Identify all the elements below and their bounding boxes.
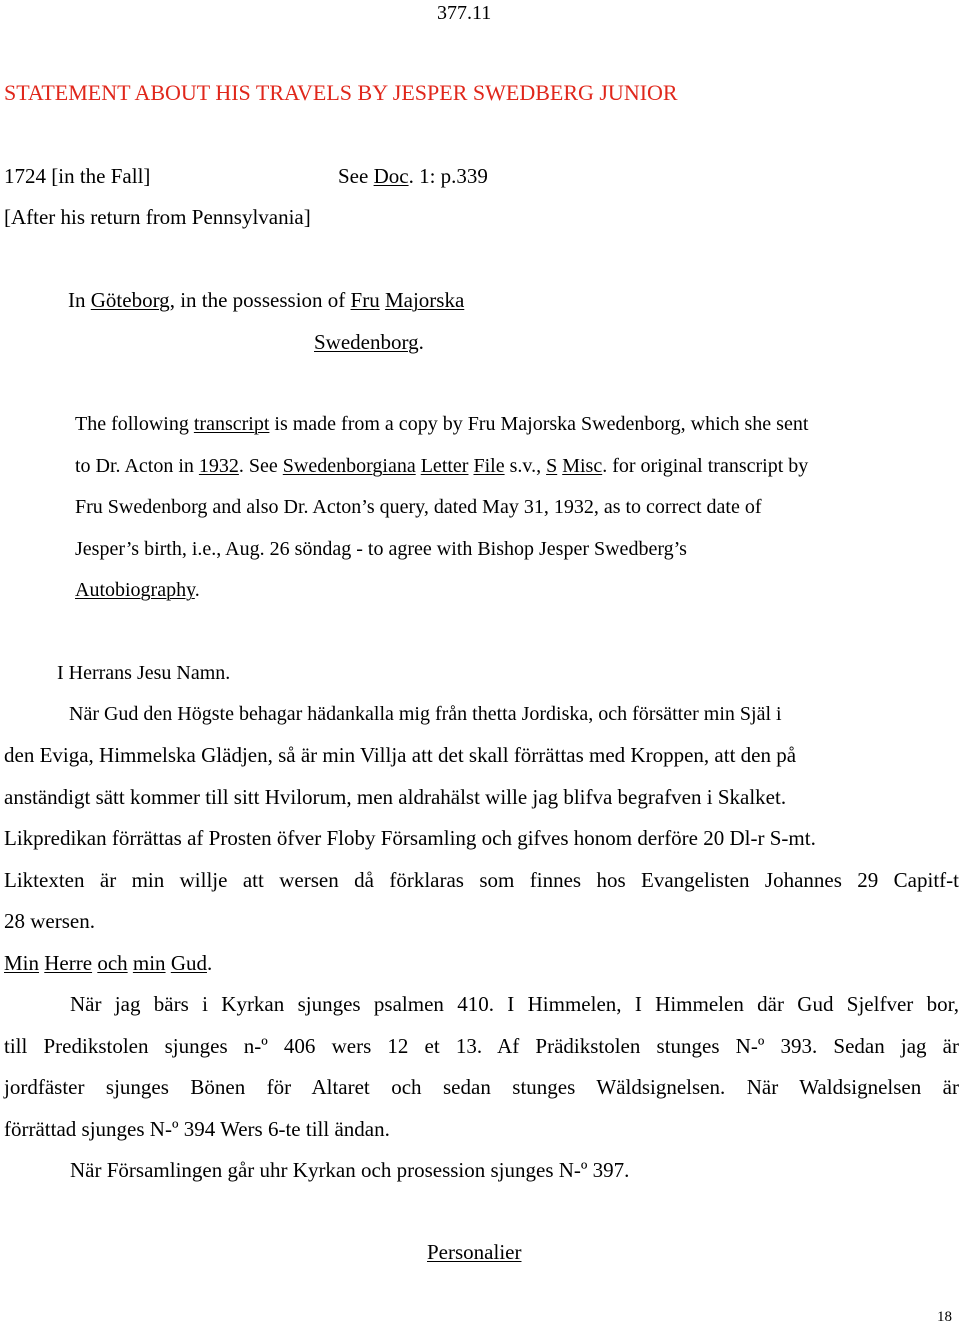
page-code: 377.11 — [437, 2, 492, 24]
reference-date: 1724 [in the Fall] — [4, 164, 151, 188]
word-gud: Gud — [170, 951, 207, 975]
word-swedenborg: Swedenborg — [314, 330, 419, 354]
year-1932: 1932 — [198, 455, 239, 477]
tn-l2-c: s.v., — [504, 455, 547, 477]
word-autobiography: Autobiography — [75, 579, 195, 601]
body-p1-line-4: Likpredikan förrättas af Prosten öfver Floby Församling och gifves honom derföre 20 Dl-r S-mt. — [4, 826, 816, 850]
word-min: Min — [4, 951, 40, 975]
body-p4-line: När Församlingen går uhr Kyrkan och prosession sjunges N-º 397. — [70, 1158, 630, 1182]
word-letter: Letter — [420, 455, 469, 477]
location-prefix: In — [68, 288, 91, 312]
word-herre: Herre — [44, 951, 93, 975]
body-p3-line-1: När jag bärs i Kyrkan sjunges psalmen 410. I Himmelen, I Himmelen där Gud Sjelfver bor, — [70, 992, 959, 1016]
see-suffix: . 1: p.339 — [408, 164, 488, 188]
word-och: och — [97, 951, 128, 975]
body-p3-line-2: till Predikstolen sjunges n-º 406 wers 12 et 13. Af Prädikstolen stunges N-º 393. Sedan jag är — [4, 1034, 959, 1058]
body-p1-line-2: den Eviga, Himmelska Glädjen, så är min Villja att det skall förrättas med Kroppen, att den på — [4, 743, 797, 767]
transcript-note-line-4: Jesper’s birth, i.e., Aug. 26 söndag - to agree with Bishop Jesper Swedberg’s — [75, 538, 687, 560]
body-p2-line — [4, 953, 959, 974]
body-p3-line-3: jordfäster sjunges Bönen för Altaret och sedan stunges Wäldsignelsen. När Waldsignelsen är — [4, 1075, 959, 1099]
transcript-note-line-1 — [75, 414, 808, 434]
word-transcript: transcript — [193, 413, 270, 435]
p2-period: . — [206, 951, 213, 975]
see-prefix: See — [338, 164, 374, 188]
word-min-2: min — [132, 951, 166, 975]
transcript-note-line-2 — [75, 456, 808, 476]
word-s: S — [546, 455, 558, 477]
body-p1-line-1: När Gud den Högste behagar hädankalla mig från thetta Jordiska, och försätter min Själ i — [69, 703, 782, 725]
body-p1-line-5: Liktexten är min willje att wersen då förklaras som finnes hos Evangelisten Johannes 29 Capitf-t — [4, 868, 959, 892]
doc-link[interactable]: Doc — [373, 164, 409, 188]
page-number: 18 — [937, 1309, 952, 1325]
reference-see — [338, 166, 488, 187]
transcript-note-line-3: Fru Swedenborg and also Dr. Acton’s query, dated May 31, 1932, as to correct date of — [75, 496, 762, 518]
word-swedenborgiana: Swedenborgiana — [282, 455, 416, 477]
tn-l2-b: . See — [238, 455, 283, 477]
tn-l1-b: is made from a copy by Fru Majorska Swedenborg, which she sent — [269, 413, 809, 435]
body-p3-line-4: förrättad sjunges N-º 394 Wers 6-te till ändan. — [4, 1117, 390, 1141]
word-majorska: Majorska — [384, 288, 465, 312]
tn-l5-period: . — [194, 579, 200, 601]
body-p1-line-3: anständigt sätt kommer till sitt Hvilorum, men aldrahälst wille jag blifva begrafven i Skalket. — [4, 785, 787, 809]
word-file: File — [473, 455, 505, 477]
tn-l1-a: The following — [75, 413, 194, 435]
location-middle: , in the possession of — [169, 288, 351, 312]
word-misc: Misc — [562, 455, 603, 477]
document-title: STATEMENT ABOUT HIS TRAVELS BY JESPER SWEDBERG JUNIOR — [4, 80, 678, 105]
invocation: I Herrans Jesu Namn. — [57, 662, 231, 684]
section-heading-personalier: Personalier — [427, 1240, 522, 1264]
location-line-2 — [314, 332, 424, 353]
tn-l2-d: . for original transcript by — [602, 455, 809, 477]
body-p1-line-6: 28 wersen. — [4, 909, 95, 933]
tn-l2-a: to Dr. Acton in — [75, 455, 199, 477]
reference-note: [After his return from Pennsylvania] — [4, 205, 311, 229]
city-goteborg: Göteborg — [90, 288, 170, 312]
location-period: . — [418, 330, 424, 354]
word-fru: Fru — [350, 288, 380, 312]
location-line — [68, 290, 464, 311]
transcript-note-line-5 — [75, 580, 200, 600]
